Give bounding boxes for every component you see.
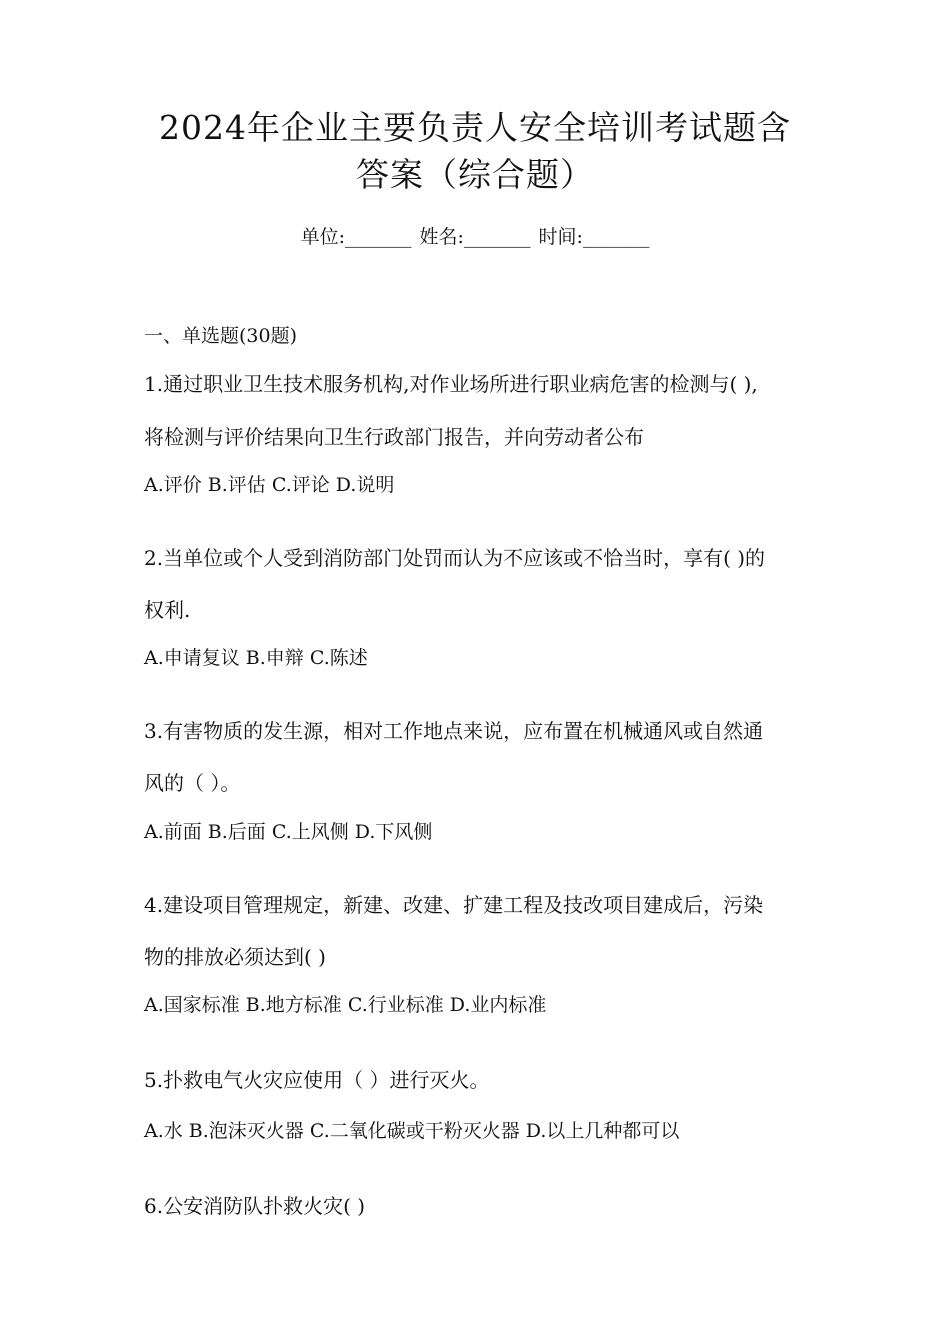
question-4-options: A.国家标准 B.地方标准 C.行业标准 D.业内标准 [144,994,547,1016]
name-field: 姓名:_______ [419,226,531,248]
question-6-line1: 6.公安消防队扑救火灾( ) [144,1194,366,1218]
question-1-options: A.评价 B.评估 C.评论 D.说明 [144,474,395,496]
question-3-line1: 3.有害物质的发生源，相对工作地点来说，应布置在机械通风或自然通 [144,719,764,743]
question-2-line2: 权利. [144,598,191,622]
info-line [0,222,950,252]
unit-field: 单位:_______ [300,226,412,248]
question-1-line1: 1.通过职业卫生技术服务机构,对作业场所进行职业病危害的检测与( ), [144,372,758,396]
question-3-line2: 风的（ ）。 [144,771,241,795]
section-heading: 一、单选题(30题) [144,325,298,347]
question-4-line2: 物的排放必须达到( ) [144,945,326,969]
question-1-line2: 将检测与评价结果向卫生行政部门报告，并向劳动者公布 [144,425,644,449]
time-field: 时间:_______ [538,226,650,248]
document-title-line2: 答案（综合题） [356,155,594,194]
question-2-line1: 2.当单位或个人受到消防部门处罚而认为不应该或不恰当时，享有( )的 [144,546,766,570]
question-5-line1: 5.扑救电气火灾应使用（ ）进行灭火。 [144,1068,490,1092]
question-5-options: A.水 B.泡沫灭火器 C.二氧化碳或干粉灭火器 D.以上几种都可以 [144,1120,680,1142]
document-title-line1: 2024年企业主要负责人安全培训考试题含 [159,108,791,147]
question-4-line1: 4.建设项目管理规定，新建、改建、扩建工程及技改项目建成后，污染 [144,893,764,917]
question-3-options: A.前面 B.后面 C.上风侧 D.下风侧 [144,821,433,843]
question-2-options: A.申请复议 B.申辩 C.陈述 [144,647,368,669]
